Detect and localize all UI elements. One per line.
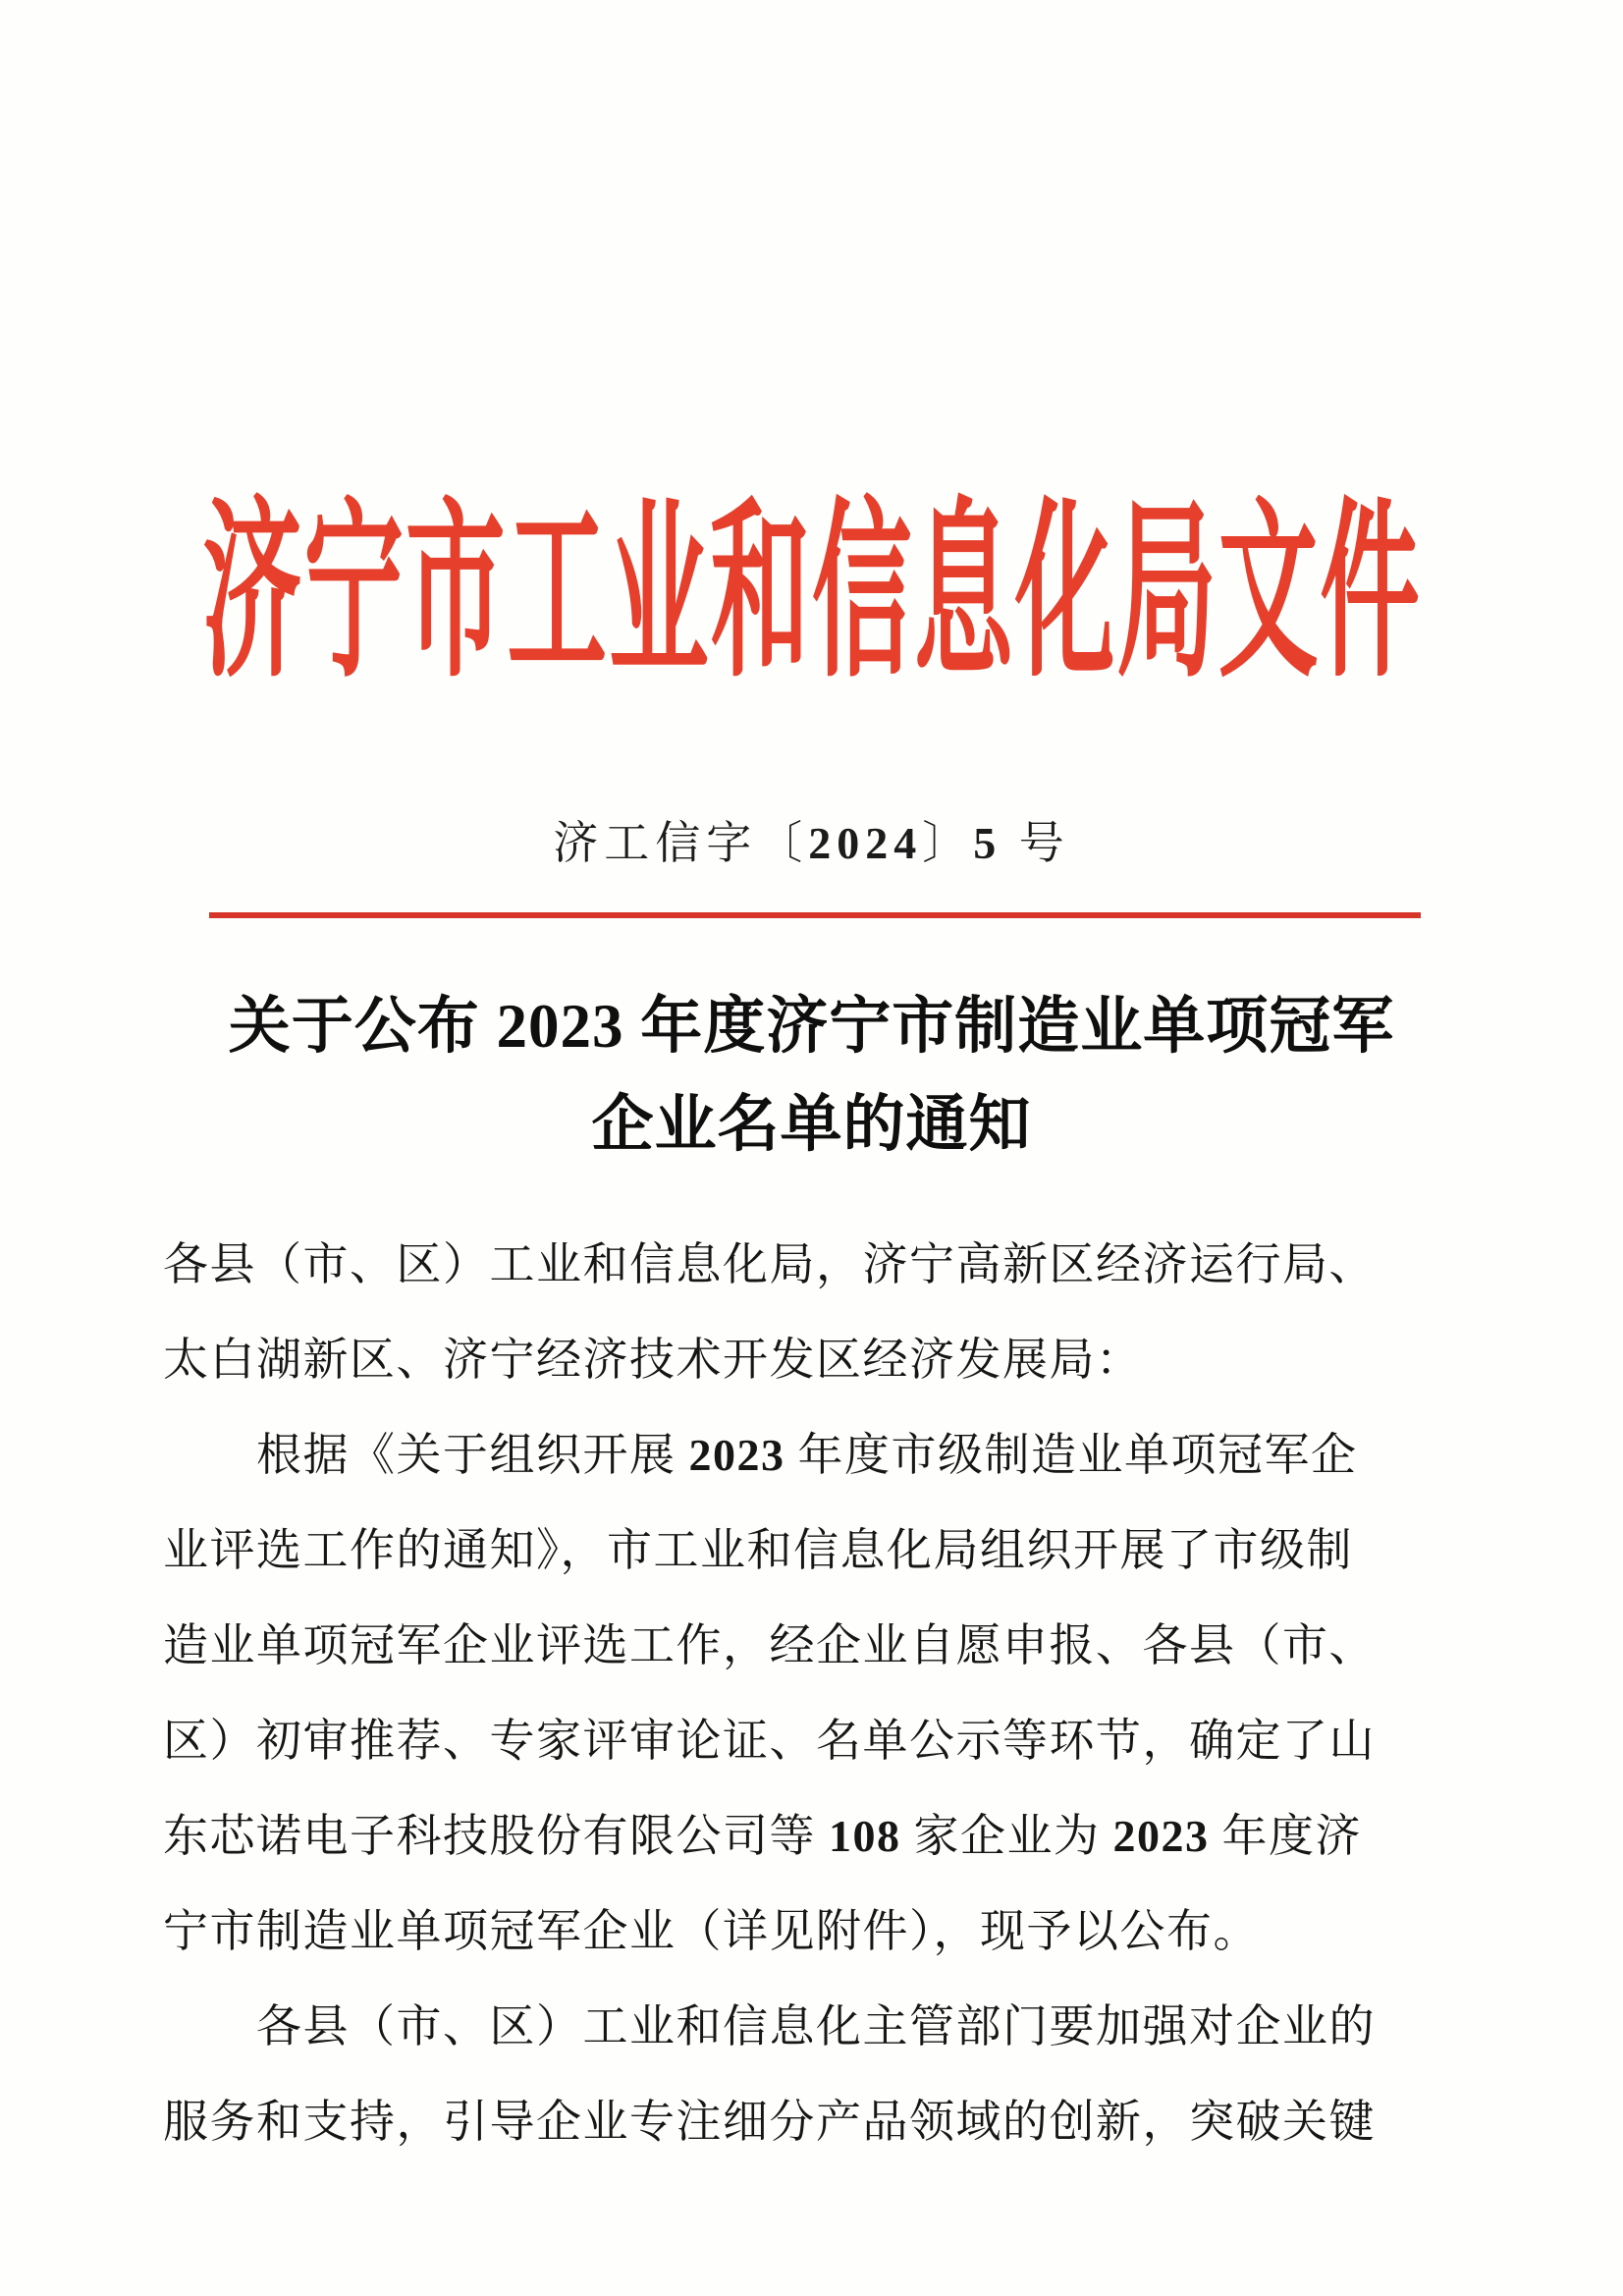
body-line: 服务和支持，引导企业专注细分产品领域的创新，突破关键 [163, 2097, 1376, 2147]
body-line: 各县（市、区）工业和信息化局，济宁高新区经济运行局、 [163, 1239, 1376, 1289]
agency-header [0, 488, 1623, 700]
body-line: 区）初审推荐、专家评审论证、名单公示等环节，确定了山 [163, 1716, 1376, 1766]
doc-number: 济工信字〔2024〕5 号 [553, 818, 1070, 868]
body-line: 太白湖新区、济宁经济技术开发区经济发展局： [163, 1335, 1143, 1385]
agency-header-title: 济宁市工业和信息化局文件 [201, 488, 1422, 700]
document-title-line: 企业名单的通知 [591, 1090, 1032, 1159]
document-title-line: 关于公布 2023 年度济宁市制造业单项冠军 [228, 992, 1395, 1061]
red-divider-rule [209, 912, 1421, 918]
body-line: 造业单项冠军企业评选工作，经企业自愿申报、各县（市、 [163, 1620, 1376, 1670]
body-line: 宁市制造业单项冠军企业（详见附件），现予以公布。 [163, 1906, 1260, 1956]
document-body [163, 1217, 1469, 2169]
body-line: 各县（市、区）工业和信息化主管部门要加强对企业的 [256, 2001, 1376, 2051]
body-line: 根据《关于组织开展 2023 年度市级制造业单项冠军企 [256, 1430, 1358, 1480]
body-line: 业评选工作的通知》，市工业和信息化局组织开展了市级制 [163, 1525, 1353, 1575]
document-title [0, 977, 1623, 1174]
body-line: 东芯诺电子科技股份有限公司等 108 家企业为 2023 年度济 [163, 1811, 1362, 1861]
